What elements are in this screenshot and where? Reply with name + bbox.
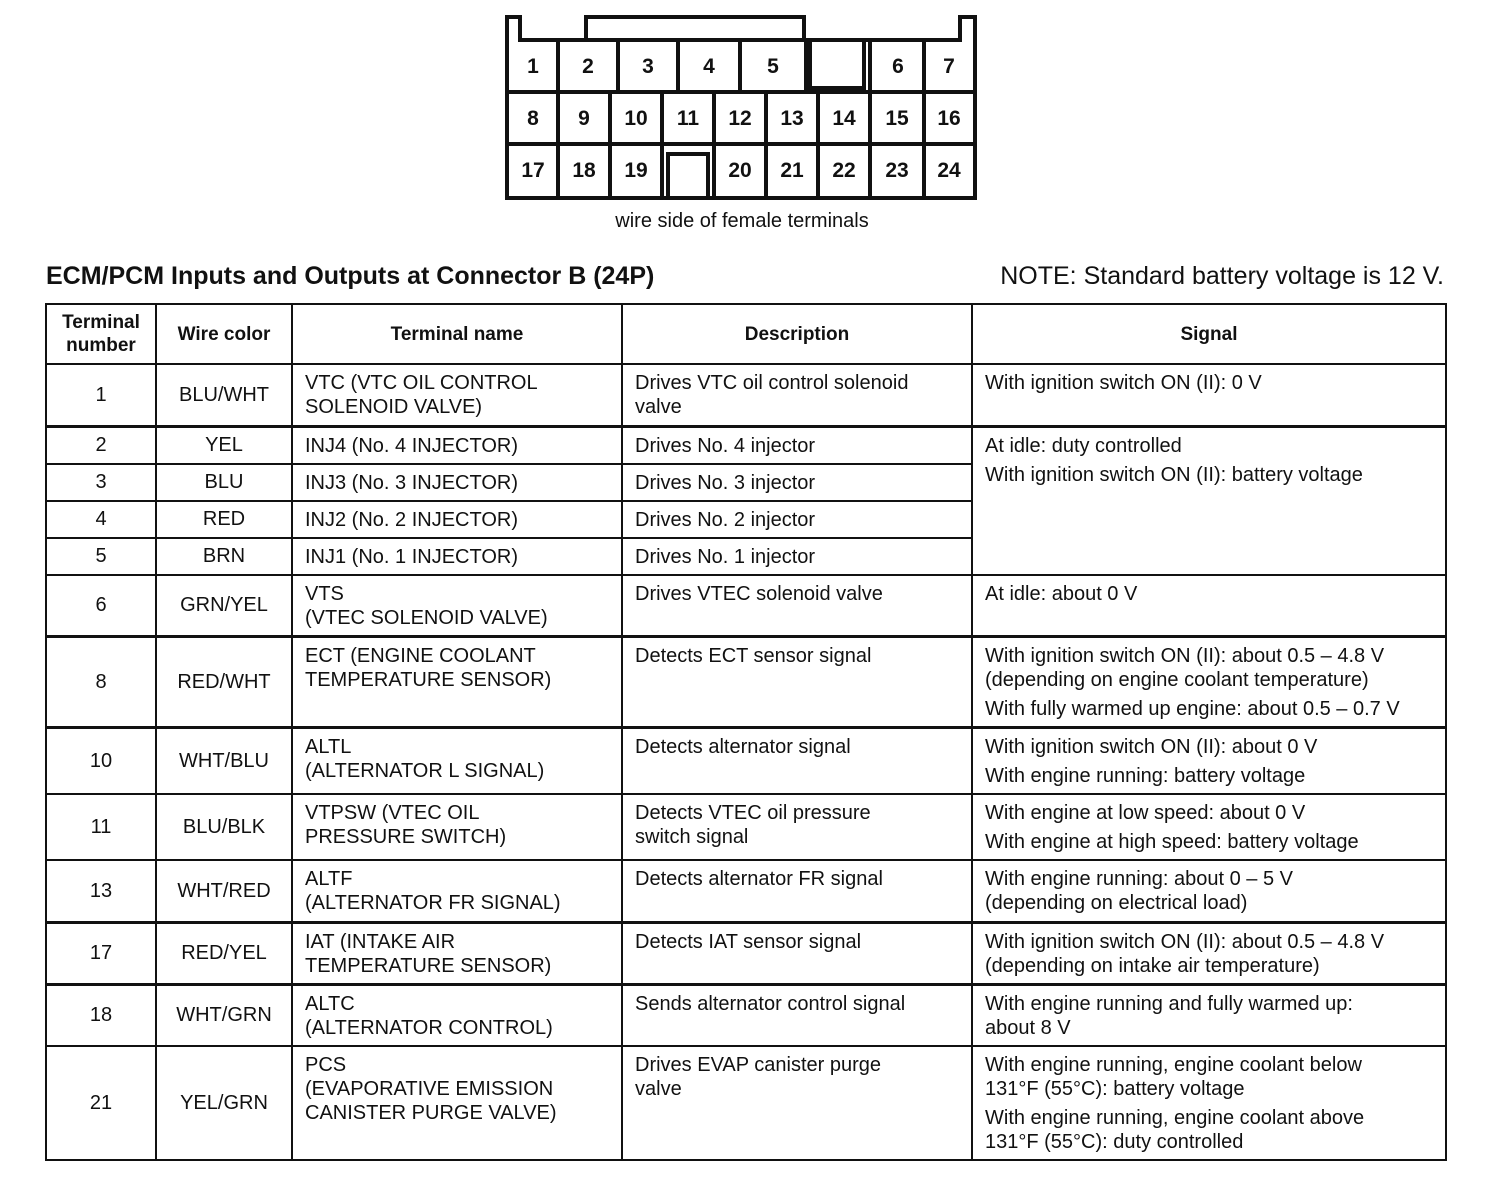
connector-terminal-7: 7 [943,55,955,78]
terminal-number-cell: 5 [46,538,156,575]
connector-terminal-15: 15 [885,107,909,130]
connector-terminal-24: 24 [937,159,961,182]
signal-line: With ignition switch ON (II): 0 V [985,372,1262,394]
wire-color-cell: BLU/BLK [156,794,292,860]
wire-color-cell: WHT/RED [156,860,292,922]
signal-cell [972,637,1446,728]
table-row [46,575,1446,637]
signal-line: With ignition switch ON (II): battery voltage [985,463,1363,486]
signal-cell [972,984,1446,1046]
signal-line: At idle: about 0 V [985,582,1138,605]
wire-color-cell: BLU/WHT [156,364,292,426]
connector-terminal-2: 2 [582,55,594,78]
signal-line: With engine running and fully warmed up: about 8 V [985,992,1353,1039]
description-cell: Detects ECT sensor signal [622,637,972,728]
terminal-name-cell: INJ4 (No. 4 INJECTOR) [292,426,622,464]
table-row [46,794,1446,860]
description-cell: Sends alternator control signal [622,984,972,1046]
description-cell: Detects IAT sensor signal [622,922,972,984]
terminal-number-cell: 11 [46,794,156,860]
wire-color-cell: YEL/GRN [156,1046,292,1160]
terminal-name-cell: INJ1 (No. 1 INJECTOR) [292,538,622,575]
page-title: ECM/PCM Inputs and Outputs at Connector B (24P) [46,262,655,290]
connector-terminal-19: 19 [624,159,648,182]
connector-terminal-17: 17 [521,159,545,182]
header-terminal-name: Terminal name [292,304,622,364]
description-cell: Detects alternator FR signal [622,860,972,922]
connector-terminal-16: 16 [937,107,961,130]
connector-terminal-20: 20 [728,159,752,182]
terminal-number-cell: 6 [46,575,156,637]
signal-line: With engine running: battery voltage [985,765,1306,787]
terminal-number-cell: 18 [46,984,156,1046]
description-cell: Detects alternator signal [622,728,972,795]
terminal-name-cell: VTC (VTC OIL CONTROL SOLENOID VALVE) [292,364,622,426]
terminal-name-cell: ECT (ENGINE COOLANT TEMPERATURE SENSOR) [292,637,622,728]
connector-diagram [500,10,984,206]
signal-cell [972,364,1446,426]
voltage-note: NOTE: Standard battery voltage is 12 V. [1000,262,1444,290]
terminal-number-cell: 10 [46,728,156,795]
wire-color-cell: RED/WHT [156,637,292,728]
connector-terminal-8: 8 [527,107,539,130]
terminal-number-cell: 3 [46,464,156,501]
signal-cell [972,728,1446,795]
connector-terminal-4: 4 [703,55,715,78]
terminal-name-cell: ALTC (ALTERNATOR CONTROL) [292,984,622,1046]
table-row [46,860,1446,922]
header-terminal-number: Terminal number [46,304,156,364]
wire-color-cell: WHT/BLU [156,728,292,795]
connector-terminal-14: 14 [832,107,856,130]
connector-terminal-10: 10 [624,107,648,130]
connector-notch [810,40,864,88]
description-cell: Drives No. 1 injector [622,538,972,575]
signal-cell [972,575,1446,637]
connector-terminal-5: 5 [767,55,779,78]
signal-line: At idle: duty controlled [985,434,1182,457]
header-wire-color: Wire color [156,304,292,364]
terminal-name-cell: ALTF (ALTERNATOR FR SIGNAL) [292,860,622,922]
io-table [45,303,1447,1161]
signal-cell [972,426,1446,575]
terminal-name-cell: ALTL (ALTERNATOR L SIGNAL) [292,728,622,795]
table-row [46,728,1446,795]
terminal-name-cell: INJ3 (No. 3 INJECTOR) [292,464,622,501]
description-cell: Detects VTEC oil pressure switch signal [622,794,972,860]
header-description: Description [622,304,972,364]
table-row [46,1046,1446,1160]
terminal-name-cell: IAT (INTAKE AIR TEMPERATURE SENSOR) [292,922,622,984]
description-cell: Drives No. 2 injector [622,501,972,538]
terminal-number-cell: 2 [46,426,156,464]
signal-line: With engine running: about 0 – 5 V (depending on electrical load) [985,868,1293,914]
description-cell: Drives VTEC solenoid valve [622,575,972,637]
connector-terminal-6: 6 [892,55,904,78]
description-cell: Drives EVAP canister purge valve [622,1046,972,1160]
signal-cell [972,1046,1446,1160]
signal-line: With fully warmed up engine: about 0.5 – 0.7 V [985,698,1400,720]
connector-terminal-21: 21 [780,159,804,182]
wire-color-cell: BRN [156,538,292,575]
table-row [46,984,1446,1046]
terminal-number-cell: 21 [46,1046,156,1160]
wire-color-cell: RED/YEL [156,922,292,984]
connector-terminal-1: 1 [527,55,539,78]
table-row [46,426,1446,464]
description-cell: Drives No. 3 injector [622,464,972,501]
connector-terminal-13: 13 [780,107,804,130]
terminal-number-cell: 1 [46,364,156,426]
terminal-name-cell: VTPSW (VTEC OIL PRESSURE SWITCH) [292,794,622,860]
table-row [46,637,1446,728]
connector-terminal-12: 12 [728,107,752,130]
table-row [46,364,1446,426]
connector-terminal-9: 9 [578,107,590,130]
wire-color-cell: WHT/GRN [156,984,292,1046]
connector-terminal-23: 23 [885,159,909,182]
connector-bottom-key [668,154,708,200]
header-signal: Signal [972,304,1446,364]
signal-line: With ignition switch ON (II): about 0 V [985,736,1318,758]
terminal-number-cell: 17 [46,922,156,984]
description-cell: Drives VTC oil control solenoid valve [622,364,972,426]
terminal-number-cell: 13 [46,860,156,922]
signal-line: With engine running, engine coolant below 131°F (55°C): battery voltage [985,1054,1362,1100]
signal-line: With ignition switch ON (II): about 0.5 – 4.8 V (depending on intake air temperature) [985,930,1385,977]
table-row [46,922,1446,984]
wire-color-cell: GRN/YEL [156,575,292,637]
terminal-name-cell: PCS (EVAPORATIVE EMISSION CANISTER PURGE VALVE) [292,1046,622,1160]
signal-cell [972,794,1446,860]
connector-terminal-3: 3 [642,55,654,78]
wire-color-cell: YEL [156,426,292,464]
connector-caption: wire side of female terminals [615,210,869,232]
terminal-number-cell: 8 [46,637,156,728]
signal-line: With engine running, engine coolant above 131°F (55°C): duty controlled [985,1107,1365,1153]
signal-line: With engine at low speed: about 0 V [985,802,1306,824]
connector-terminal-11: 11 [676,107,700,130]
signal-cell [972,922,1446,984]
terminal-name-cell: INJ2 (No. 2 INJECTOR) [292,501,622,538]
wire-color-cell: RED [156,501,292,538]
connector-top-key [586,17,804,40]
wire-color-cell: BLU [156,464,292,501]
description-cell: Drives No. 4 injector [622,426,972,464]
signal-line: With ignition switch ON (II): about 0.5 – 4.8 V (depending on engine coolant temperature) [985,645,1385,691]
terminal-name-cell: VTS (VTEC SOLENOID VALVE) [292,575,622,637]
connector-terminal-18: 18 [572,159,596,182]
signal-line: With engine at high speed: battery voltage [985,831,1359,853]
terminal-number-cell: 4 [46,501,156,538]
connector-terminal-22: 22 [832,159,856,182]
signal-cell [972,860,1446,922]
table-header-row [46,304,1446,364]
